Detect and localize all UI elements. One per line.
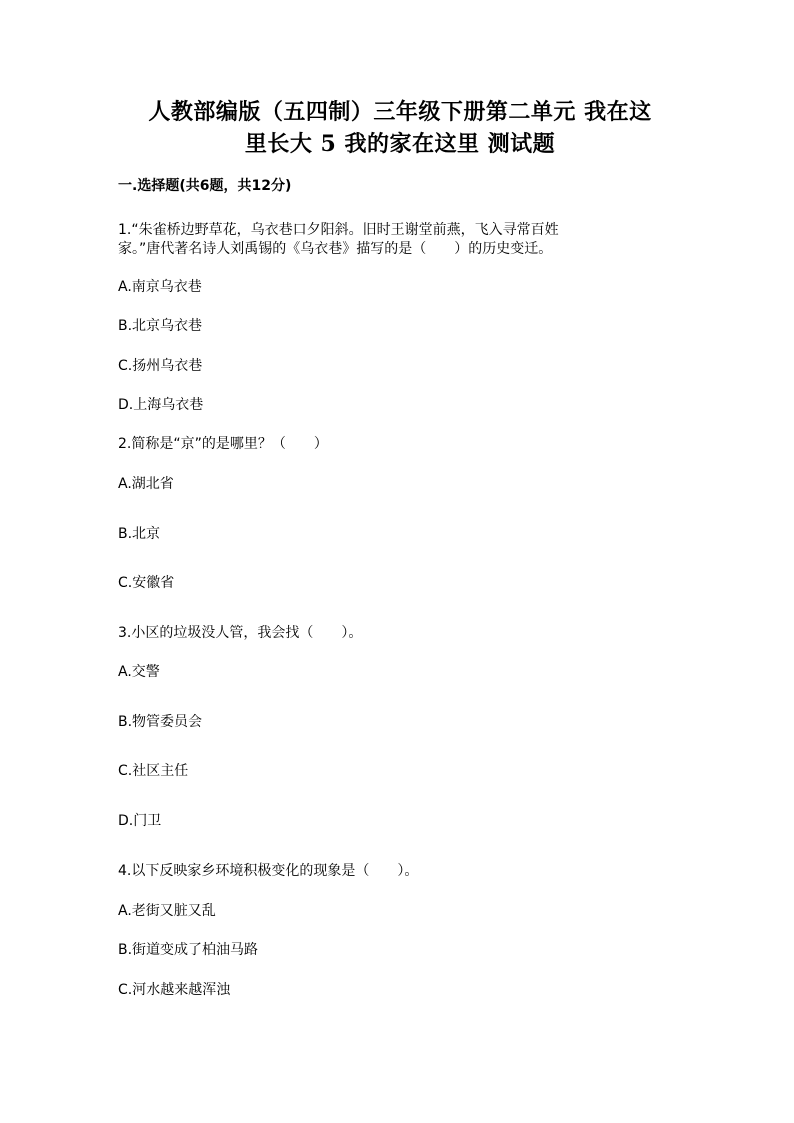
question-4-option-b: B.街道变成了柏油马路 <box>118 942 259 958</box>
question-4-option-a: A.老街又脏又乱 <box>118 903 216 919</box>
question-2-option-a: A.湖北省 <box>118 476 174 492</box>
question-2-option-b: B.北京 <box>118 526 161 542</box>
question-3-stem: 3.小区的垃圾没人管，我会找（ ）。 <box>118 625 363 641</box>
document-title-line-1: 人教部编版（五四制）三年级下册第二单元 我在这 <box>148 99 652 125</box>
question-3-option-d: D.门卫 <box>118 813 162 829</box>
question-3-option-c: C.社区主任 <box>118 763 189 779</box>
question-1-option-b: B.北京乌衣巷 <box>118 318 203 334</box>
question-2-option-c: C.安徽省 <box>118 575 175 591</box>
question-3-option-b: B.物管委员会 <box>118 714 203 730</box>
question-4-stem: 4.以下反映家乡环境积极变化的现象是（ ）。 <box>118 863 419 879</box>
question-1-option-c: C.扬州乌衣巷 <box>118 358 203 374</box>
section-heading: 一.选择题(共6题，共12分) <box>118 178 292 194</box>
question-4-option-c: C.河水越来越浑浊 <box>118 982 231 998</box>
question-3-option-a: A.交警 <box>118 664 160 680</box>
document-title-line-2: 里长大 5 我的家在这里 测试题 <box>244 131 556 157</box>
question-1-option-d: D.上海乌衣巷 <box>118 397 204 413</box>
question-1-stem-line-1: 1.“朱雀桥边野草花，乌衣巷口夕阳斜。旧时王谢堂前燕，飞入寻常百姓 <box>118 222 559 238</box>
question-1-stem-line-2: 家。”唐代著名诗人刘禹锡的《乌衣巷》描写的是（ ）的历史变迁。 <box>118 241 553 257</box>
question-1-option-a: A.南京乌衣巷 <box>118 279 202 295</box>
question-2-stem: 2.简称是“京”的是哪里？（ ） <box>118 436 328 452</box>
